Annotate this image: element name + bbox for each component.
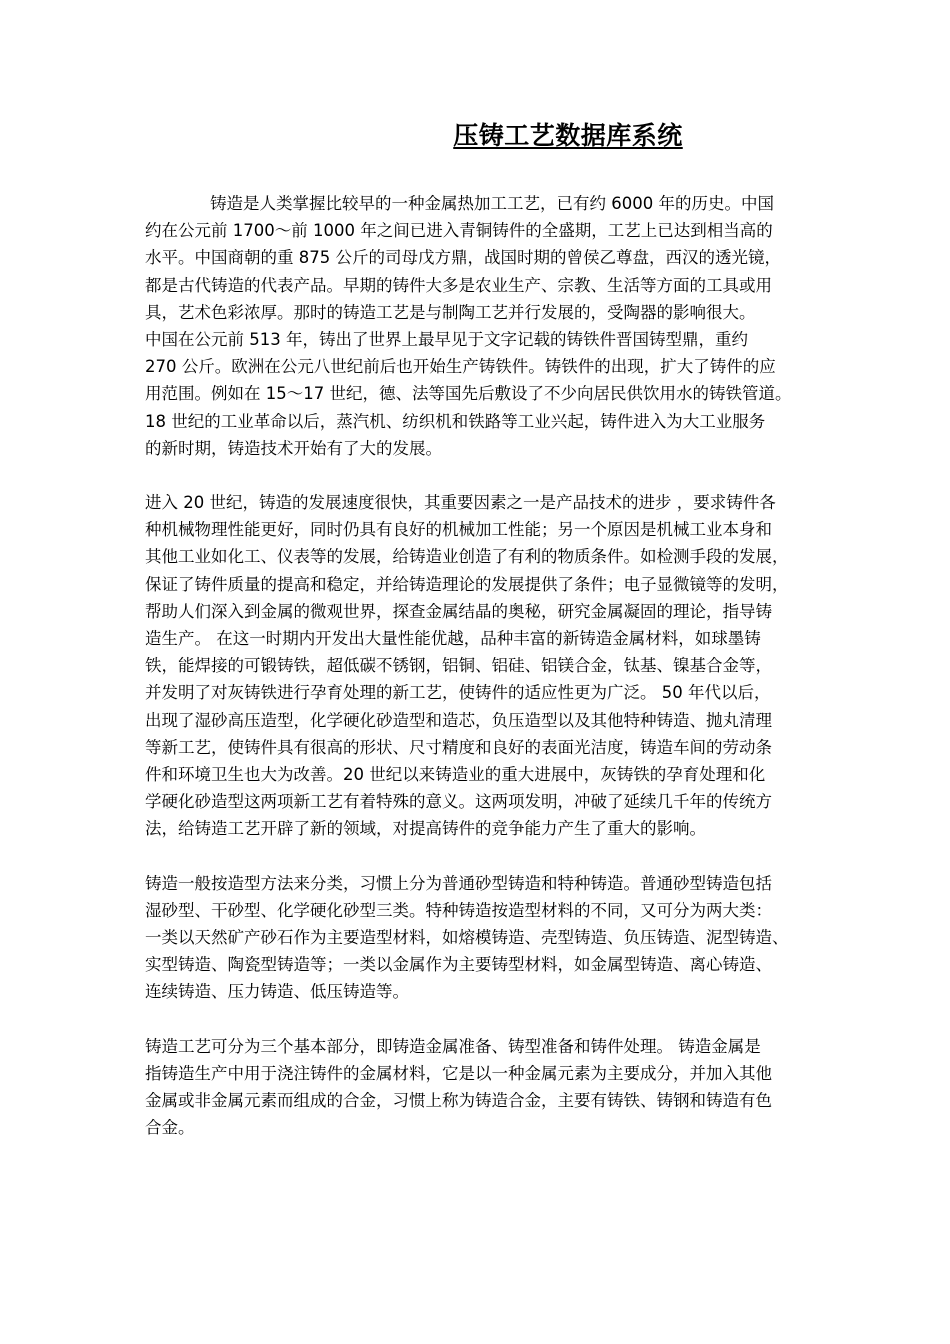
text-line: 的新时期，铸造技术开始有了大的发展。 — [145, 438, 442, 458]
text-line: 铸造工艺可分为三个基本部分，即铸造金属准备、铸型准备和铸件处理。 铸造金属是 — [145, 1036, 761, 1056]
text-line: 件和环境卫生也大为改善。20 世纪以来铸造业的重大进展中，灰铸铁的孕育处理和化 — [145, 765, 766, 785]
text-line: 出现了湿砂高压造型，化学硬化砂造型和造芯，负压造型以及其他特种铸造、抛丸清理 — [145, 710, 772, 730]
document-body — [145, 190, 890, 1169]
text-line: 指铸造生产中用于浇注铸件的金属材料，它是以一种金属元素为主要成分，并加入其他 — [145, 1063, 772, 1083]
text-line: 其他工业如化工、仪表等的发展，给铸造业创造了有利的物质条件。如检测手段的发展， — [145, 547, 789, 567]
text-line: 保证了铸件质量的提高和稳定，并给铸造理论的发展提供了条件；电子显微镜等的发明， — [145, 574, 789, 594]
text-line: 湿砂型、干砂型、化学硬化砂型三类。特种铸造按造型材料的不同，又可分为两大类： — [145, 900, 772, 920]
text-line: 铸造一般按造型方法来分类，习惯上分为普通砂型铸造和特种铸造。普通砂型铸造包括 — [145, 873, 772, 893]
text-line: 并发明了对灰铸铁进行孕育处理的新工艺，使铸件的适应性更为广泛。 50 年代以后， — [145, 683, 771, 703]
text-line: 实型铸造、陶瓷型铸造等；一类以金属作为主要铸型材料，如金属型铸造、离心铸造、 — [145, 955, 772, 975]
text-line: 18 世纪的工业革命以后，蒸汽机、纺织机和铁路等工业兴起，铸件进入为大工业服务 — [145, 411, 766, 431]
text-line: 270 公斤。欧洲在公元八世纪前后也开始生产铸铁件。铸铁件的出现，扩大了铸件的应 — [145, 357, 776, 377]
text-line: 水平。中国商朝的重 875 公斤的司母戊方鼎，战国时期的曾侯乙尊盘，西汉的透光镜， — [145, 248, 781, 268]
text-line: 金属或非金属元素而组成的合金，习惯上称为铸造合金，主要有铸铁、铸钢和铸造有色 — [145, 1091, 772, 1111]
text-line: 约在公元前 1700～前 1000 年之间已进入青铜铸件的全盛期，工艺上已达到相当高的 — [145, 221, 773, 241]
paragraph-process-parts — [145, 1033, 890, 1142]
text-line: 一类以天然矿产砂石作为主要造型材料，如熔模铸造、壳型铸造、负压铸造、泥型铸造、 — [145, 928, 789, 948]
text-line: 都是古代铸造的代表产品。早期的铸件大多是农业生产、宗教、生活等方面的工具或用 — [145, 275, 772, 295]
text-line: 等新工艺，使铸件具有很高的形状、尺寸精度和良好的表面光洁度，铸造车间的劳动条 — [145, 737, 772, 757]
text-line: 造生产。 在这一时期内开发出大量性能优越，品种丰富的新铸造金属材料，如球墨铸 — [145, 629, 761, 649]
text-line: 合金。 — [145, 1118, 195, 1138]
document-title: 压铸工艺数据库系统 — [453, 121, 683, 150]
text-line: 帮助人们深入到金属的微观世界，探查金属结晶的奥秘，研究金属凝固的理论，指导铸 — [145, 601, 772, 621]
text-line: 铸造是人类掌握比较早的一种金属热加工工艺，已有约 6000 年的历史。中国 — [210, 194, 774, 213]
text-line: 连续铸造、压力铸造、低压铸造等。 — [145, 982, 409, 1002]
paragraph-history — [145, 190, 890, 462]
text-line: 铁，能焊接的可锻铸铁，超低碳不锈钢，铝铜、铝硅、铝镁合金，钛基、镍基合金等， — [145, 656, 772, 676]
paragraph-classification — [145, 870, 890, 1006]
text-line: 进入 20 世纪，铸造的发展速度很快，其重要因素之一是产品技术的进步 ，要求铸件各 — [145, 493, 776, 513]
text-line: 具，艺术色彩浓厚。那时的铸造工艺是与制陶工艺并行发展的，受陶器的影响很大。 — [145, 302, 756, 322]
text-line: 法，给铸造工艺开辟了新的领域，对提高铸件的竞争能力产生了重大的影响。 — [145, 819, 706, 839]
text-line: 用范围。例如在 15～17 世纪，德、法等国先后敷设了不少向居民供饮用水的铸铁管道。 — [145, 384, 792, 404]
text-line: 种机械物理性能更好，同时仍具有良好的机械加工性能；另一个原因是机械工业本身和 — [145, 520, 772, 540]
paragraph-20th-century — [145, 489, 890, 843]
text-line: 学硬化砂造型这两项新工艺有着特殊的意义。这两项发明，冲破了延续几千年的传统方 — [145, 792, 772, 812]
text-line: 中国在公元前 513 年，铸出了世界上最早见于文字记载的铸铁件晋国铸型鼎，重约 — [145, 330, 748, 350]
